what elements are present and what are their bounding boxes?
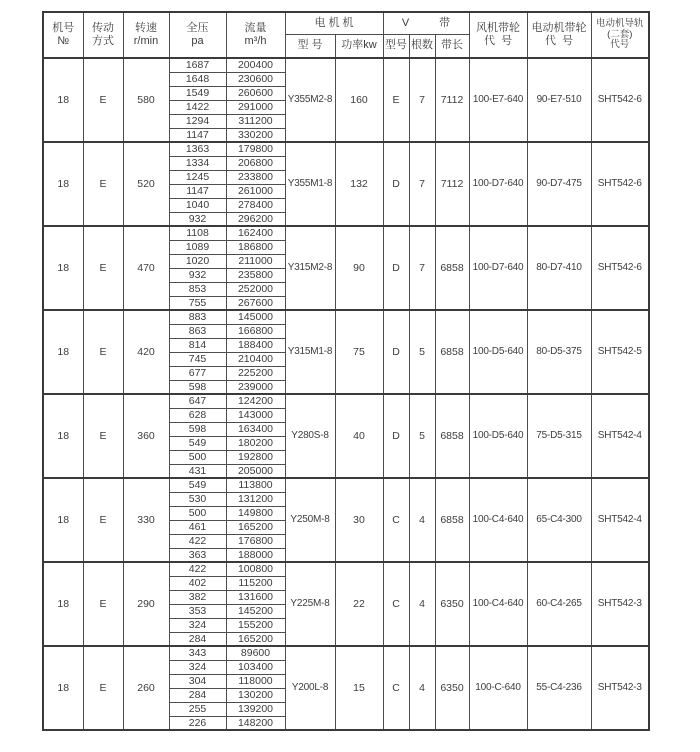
- cell-motor-rail: SHT542-3: [591, 646, 649, 730]
- cell-flow: 261000: [226, 184, 285, 198]
- cell-flow: 139200: [226, 702, 285, 716]
- cell-flow: 149800: [226, 506, 285, 520]
- table-row: [43, 310, 649, 324]
- header-machine-no: 机号 №: [43, 12, 83, 58]
- cell-motor-pulley: 65-C4-300: [527, 478, 591, 562]
- header-motor-group: 电 机 机: [285, 12, 383, 34]
- cell-fan-pulley: 100-E7-640: [469, 58, 527, 142]
- cell-pressure: 549: [169, 478, 226, 492]
- cell-drive-mode: E: [83, 226, 123, 310]
- cell-machine-no: 18: [43, 478, 83, 562]
- table-row: [43, 478, 649, 492]
- cell-flow: 166800: [226, 324, 285, 338]
- cell-pressure: 1422: [169, 100, 226, 114]
- cell-pressure: 1363: [169, 142, 226, 156]
- cell-drive-mode: E: [83, 562, 123, 646]
- cell-machine-no: 18: [43, 394, 83, 478]
- cell-flow: 260600: [226, 86, 285, 100]
- cell-pressure: 1040: [169, 198, 226, 212]
- cell-flow: 148200: [226, 716, 285, 730]
- cell-belt-count: 5: [409, 310, 435, 394]
- table-row: [43, 562, 649, 576]
- cell-flow: 192800: [226, 450, 285, 464]
- cell-fan-pulley: 100-D7-640: [469, 226, 527, 310]
- cell-flow: 330200: [226, 128, 285, 142]
- cell-belt-length: 6858: [435, 394, 469, 478]
- cell-speed: 330: [123, 478, 169, 562]
- cell-pressure: 814: [169, 338, 226, 352]
- cell-flow: 155200: [226, 618, 285, 632]
- cell-pressure: 745: [169, 352, 226, 366]
- cell-motor-model: Y200L-8: [285, 646, 335, 730]
- cell-belt-count: 7: [409, 58, 435, 142]
- cell-belt-count: 7: [409, 226, 435, 310]
- cell-motor-power: 90: [335, 226, 383, 310]
- cell-flow: 252000: [226, 282, 285, 296]
- header-belt-model: 型号: [383, 34, 409, 58]
- header-belt-count: 根数: [409, 34, 435, 58]
- cell-flow: 291000: [226, 100, 285, 114]
- cell-speed: 360: [123, 394, 169, 478]
- header-pressure: 全压 pa: [169, 12, 226, 58]
- header-motor-pulley: 电动机带轮 代 号: [527, 12, 591, 58]
- cell-flow: 225200: [226, 366, 285, 380]
- cell-pressure: 863: [169, 324, 226, 338]
- cell-pressure: 382: [169, 590, 226, 604]
- table-row: [43, 646, 649, 660]
- cell-motor-pulley: 60-C4-265: [527, 562, 591, 646]
- cell-pressure: 1089: [169, 240, 226, 254]
- cell-machine-no: 18: [43, 58, 83, 142]
- cell-pressure: 549: [169, 436, 226, 450]
- cell-flow: 103400: [226, 660, 285, 674]
- cell-pressure: 500: [169, 506, 226, 520]
- table-body: [43, 58, 649, 730]
- cell-motor-rail: SHT542-4: [591, 394, 649, 478]
- cell-flow: 188000: [226, 548, 285, 562]
- header-motor-power: 功率kw: [335, 34, 383, 58]
- cell-pressure: 324: [169, 618, 226, 632]
- cell-motor-pulley: 55-C4-236: [527, 646, 591, 730]
- cell-pressure: 284: [169, 688, 226, 702]
- cell-speed: 290: [123, 562, 169, 646]
- cell-speed: 520: [123, 142, 169, 226]
- cell-drive-mode: E: [83, 394, 123, 478]
- header-flow: 流量 m³/h: [226, 12, 285, 58]
- cell-flow: 233800: [226, 170, 285, 184]
- cell-belt-length: 6858: [435, 310, 469, 394]
- cell-belt-model: D: [383, 226, 409, 310]
- cell-belt-count: 4: [409, 562, 435, 646]
- cell-flow: 211000: [226, 254, 285, 268]
- cell-flow: 235800: [226, 268, 285, 282]
- cell-machine-no: 18: [43, 646, 83, 730]
- cell-pressure: 422: [169, 562, 226, 576]
- cell-flow: 180200: [226, 436, 285, 450]
- cell-pressure: 1294: [169, 114, 226, 128]
- cell-pressure: 422: [169, 534, 226, 548]
- cell-pressure: 1147: [169, 184, 226, 198]
- cell-pressure: 598: [169, 422, 226, 436]
- cell-pressure: 324: [169, 660, 226, 674]
- cell-machine-no: 18: [43, 142, 83, 226]
- cell-flow: 130200: [226, 688, 285, 702]
- cell-pressure: 402: [169, 576, 226, 590]
- cell-motor-model: Y355M2-8: [285, 58, 335, 142]
- cell-pressure: 530: [169, 492, 226, 506]
- cell-belt-model: D: [383, 142, 409, 226]
- cell-pressure: 647: [169, 394, 226, 408]
- cell-flow: 143000: [226, 408, 285, 422]
- cell-motor-rail: SHT542-5: [591, 310, 649, 394]
- cell-motor-model: Y315M2-8: [285, 226, 335, 310]
- cell-flow: 206800: [226, 156, 285, 170]
- cell-belt-count: 4: [409, 646, 435, 730]
- cell-drive-mode: E: [83, 646, 123, 730]
- cell-speed: 580: [123, 58, 169, 142]
- cell-belt-length: 7112: [435, 142, 469, 226]
- cell-belt-count: 7: [409, 142, 435, 226]
- cell-pressure: 284: [169, 632, 226, 646]
- cell-drive-mode: E: [83, 478, 123, 562]
- cell-belt-model: C: [383, 478, 409, 562]
- cell-pressure: 883: [169, 310, 226, 324]
- cell-motor-power: 160: [335, 58, 383, 142]
- cell-flow: 267600: [226, 296, 285, 310]
- header-speed: 转速 r/min: [123, 12, 169, 58]
- cell-pressure: 226: [169, 716, 226, 730]
- cell-belt-length: 6350: [435, 646, 469, 730]
- cell-pressure: 1549: [169, 86, 226, 100]
- cell-motor-model: Y355M1-8: [285, 142, 335, 226]
- cell-speed: 260: [123, 646, 169, 730]
- cell-pressure: 932: [169, 268, 226, 282]
- cell-pressure: 628: [169, 408, 226, 422]
- cell-flow: 131600: [226, 590, 285, 604]
- cell-motor-rail: SHT542-6: [591, 142, 649, 226]
- cell-pressure: 1687: [169, 58, 226, 72]
- table-header: [43, 12, 649, 58]
- cell-motor-rail: SHT542-4: [591, 478, 649, 562]
- cell-flow: 296200: [226, 212, 285, 226]
- cell-pressure: 932: [169, 212, 226, 226]
- cell-motor-model: Y250M-8: [285, 478, 335, 562]
- header-motor-model: 型 号: [285, 34, 335, 58]
- table-row: [43, 394, 649, 408]
- cell-flow: 210400: [226, 352, 285, 366]
- cell-pressure: 500: [169, 450, 226, 464]
- cell-pressure: 343: [169, 646, 226, 660]
- cell-flow: 100800: [226, 562, 285, 576]
- cell-drive-mode: E: [83, 58, 123, 142]
- cell-flow: 162400: [226, 226, 285, 240]
- cell-belt-model: C: [383, 646, 409, 730]
- cell-pressure: 304: [169, 674, 226, 688]
- cell-flow: 176800: [226, 534, 285, 548]
- cell-motor-pulley: 90-D7-475: [527, 142, 591, 226]
- cell-flow: 205000: [226, 464, 285, 478]
- header-fan-pulley: 风机带轮 代 号: [469, 12, 527, 58]
- cell-drive-mode: E: [83, 310, 123, 394]
- cell-belt-model: D: [383, 394, 409, 478]
- cell-pressure: 353: [169, 604, 226, 618]
- cell-pressure: 677: [169, 366, 226, 380]
- cell-flow: 230600: [226, 72, 285, 86]
- cell-motor-power: 75: [335, 310, 383, 394]
- cell-flow: 179800: [226, 142, 285, 156]
- cell-flow: 239000: [226, 380, 285, 394]
- cell-speed: 420: [123, 310, 169, 394]
- cell-flow: 145200: [226, 604, 285, 618]
- cell-belt-count: 4: [409, 478, 435, 562]
- cell-pressure: 1245: [169, 170, 226, 184]
- cell-fan-pulley: 100-D7-640: [469, 142, 527, 226]
- cell-motor-model: Y225M-8: [285, 562, 335, 646]
- cell-motor-power: 15: [335, 646, 383, 730]
- cell-pressure: 598: [169, 380, 226, 394]
- cell-flow: 145000: [226, 310, 285, 324]
- cell-motor-power: 132: [335, 142, 383, 226]
- cell-belt-count: 5: [409, 394, 435, 478]
- cell-flow: 131200: [226, 492, 285, 506]
- cell-pressure: 363: [169, 548, 226, 562]
- cell-pressure: 255: [169, 702, 226, 716]
- cell-pressure: 1648: [169, 72, 226, 86]
- cell-flow: 118000: [226, 674, 285, 688]
- cell-belt-model: D: [383, 310, 409, 394]
- cell-motor-pulley: 90-E7-510: [527, 58, 591, 142]
- table-row: [43, 142, 649, 156]
- cell-machine-no: 18: [43, 310, 83, 394]
- cell-motor-power: 30: [335, 478, 383, 562]
- cell-flow: 124200: [226, 394, 285, 408]
- table-row: [43, 226, 649, 240]
- cell-motor-rail: SHT542-3: [591, 562, 649, 646]
- header-belt-length: 带长: [435, 34, 469, 58]
- fan-spec-table: [42, 11, 650, 731]
- cell-pressure: 853: [169, 282, 226, 296]
- table-row: [43, 58, 649, 72]
- cell-speed: 470: [123, 226, 169, 310]
- cell-fan-pulley: 100-D5-640: [469, 394, 527, 478]
- cell-pressure: 1147: [169, 128, 226, 142]
- cell-fan-pulley: 100-C4-640: [469, 478, 527, 562]
- cell-machine-no: 18: [43, 562, 83, 646]
- cell-flow: 200400: [226, 58, 285, 72]
- cell-motor-pulley: 80-D7-410: [527, 226, 591, 310]
- cell-motor-pulley: 75-D5-315: [527, 394, 591, 478]
- cell-motor-power: 40: [335, 394, 383, 478]
- cell-motor-rail: SHT542-6: [591, 226, 649, 310]
- header-vbelt-group: V 带: [383, 12, 469, 34]
- header-motor-rail: 电动机导轨 (二套) 代号: [591, 12, 649, 58]
- cell-belt-model: E: [383, 58, 409, 142]
- cell-flow: 165200: [226, 632, 285, 646]
- cell-flow: 113800: [226, 478, 285, 492]
- cell-motor-rail: SHT542-6: [591, 58, 649, 142]
- cell-pressure: 1020: [169, 254, 226, 268]
- cell-pressure: 755: [169, 296, 226, 310]
- cell-belt-length: 6858: [435, 478, 469, 562]
- cell-flow: 186800: [226, 240, 285, 254]
- cell-fan-pulley: 100-D5-640: [469, 310, 527, 394]
- cell-motor-pulley: 80-D5-375: [527, 310, 591, 394]
- cell-belt-length: 7112: [435, 58, 469, 142]
- cell-flow: 89600: [226, 646, 285, 660]
- cell-belt-model: C: [383, 562, 409, 646]
- cell-motor-model: Y280S-8: [285, 394, 335, 478]
- cell-flow: 163400: [226, 422, 285, 436]
- cell-motor-power: 22: [335, 562, 383, 646]
- cell-pressure: 461: [169, 520, 226, 534]
- cell-motor-model: Y315M1-8: [285, 310, 335, 394]
- cell-flow: 311200: [226, 114, 285, 128]
- cell-pressure: 1334: [169, 156, 226, 170]
- cell-flow: 165200: [226, 520, 285, 534]
- cell-pressure: 431: [169, 464, 226, 478]
- cell-flow: 188400: [226, 338, 285, 352]
- cell-pressure: 1108: [169, 226, 226, 240]
- cell-flow: 115200: [226, 576, 285, 590]
- header-drive-mode: 传动 方式: [83, 12, 123, 58]
- cell-belt-length: 6350: [435, 562, 469, 646]
- cell-fan-pulley: 100-C4-640: [469, 562, 527, 646]
- cell-belt-length: 6858: [435, 226, 469, 310]
- cell-machine-no: 18: [43, 226, 83, 310]
- cell-drive-mode: E: [83, 142, 123, 226]
- cell-flow: 278400: [226, 198, 285, 212]
- cell-fan-pulley: 100-C-640: [469, 646, 527, 730]
